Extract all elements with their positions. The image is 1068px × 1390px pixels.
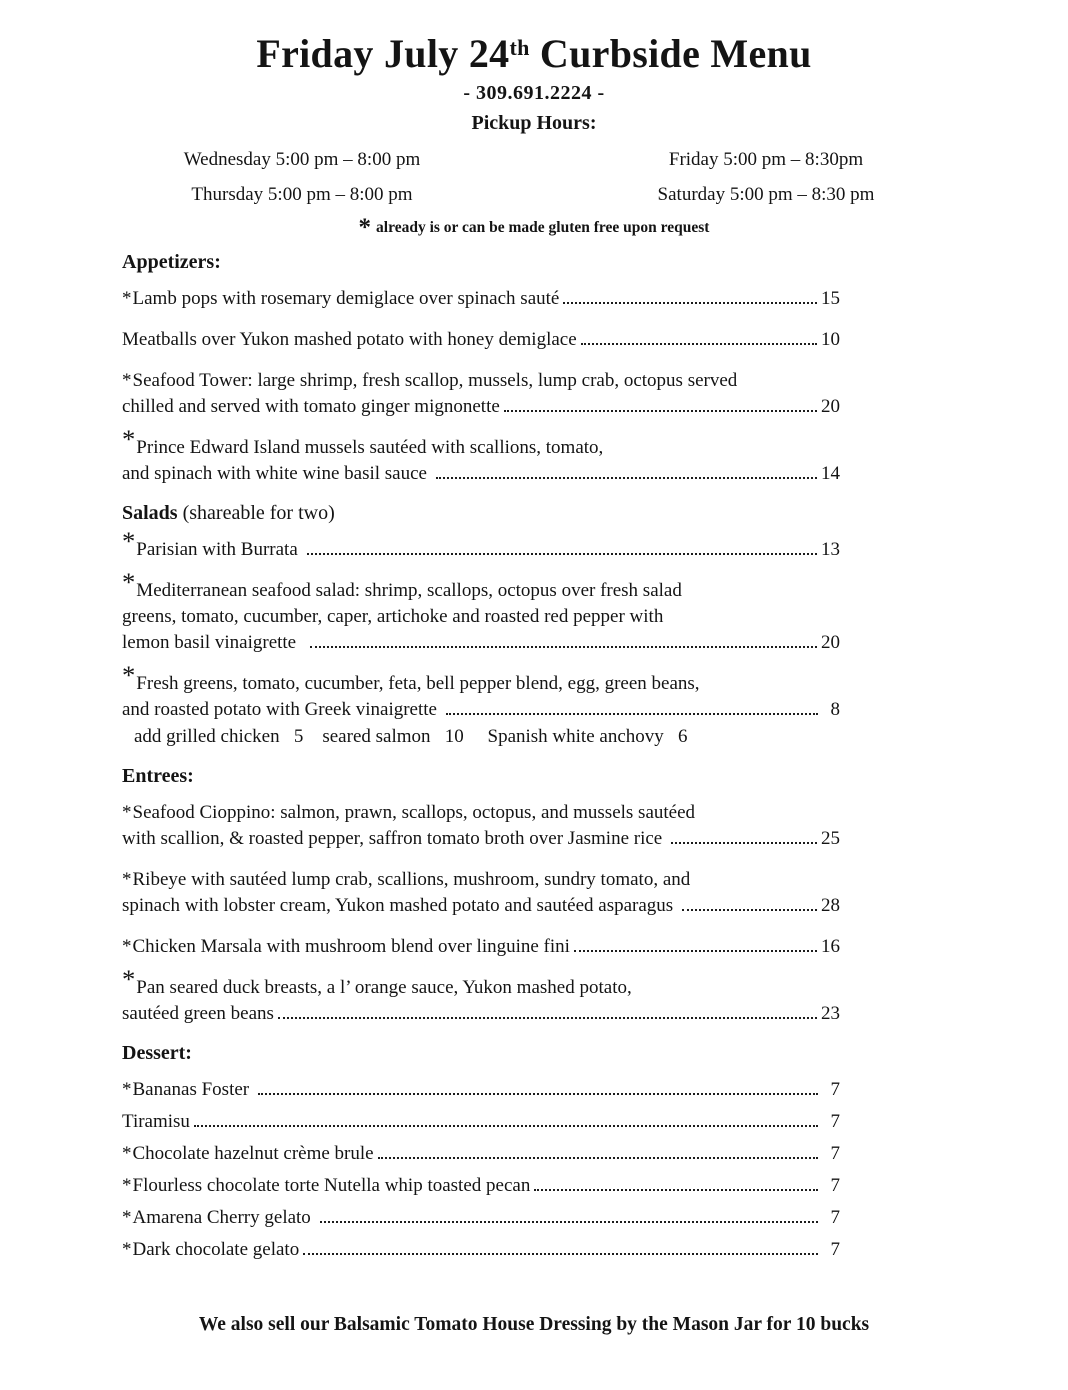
gluten-free-asterisk-icon: * <box>122 567 136 598</box>
dot-leader <box>574 950 817 952</box>
menu-item <box>122 1141 840 1167</box>
menu-item <box>122 964 840 1027</box>
menu-sections <box>122 251 840 1263</box>
item-price: 7 <box>830 1079 840 1100</box>
section-heading <box>122 1042 840 1065</box>
dot-leader <box>310 646 817 648</box>
item-line <box>122 1077 840 1103</box>
menu-item <box>122 368 840 420</box>
phone-number: - 309.691.2224 - <box>463 82 605 104</box>
section-heading-text: Dessert: <box>122 1042 192 1064</box>
item-text: Tiramisu <box>122 1111 190 1132</box>
menu-section <box>122 502 840 750</box>
pickup-hours-label: Pickup Hours: <box>471 112 597 134</box>
item-line <box>122 934 840 960</box>
item-line <box>122 1109 840 1135</box>
item-line <box>122 1001 840 1027</box>
gluten-free-note <box>0 214 1068 241</box>
gluten-free-asterisk-icon: * <box>122 1079 132 1100</box>
gluten-free-asterisk-icon: * <box>122 1175 132 1196</box>
dot-leader <box>446 713 818 715</box>
gluten-free-asterisk-icon: * <box>122 370 132 391</box>
section-heading-text: Entrees: <box>122 765 194 787</box>
item-text: greens, tomato, cucumber, caper, artichoke and roasted red pepper with <box>122 606 664 627</box>
item-price: 7 <box>830 1175 840 1196</box>
item-text: *Fresh greens, tomato, cucumber, feta, bell pepper blend, egg, green beans, <box>122 660 700 694</box>
menu-item <box>122 1109 840 1135</box>
asterisk-icon: * <box>358 214 372 241</box>
item-line <box>122 1205 840 1231</box>
pickup-hours-entry: Wednesday 5:00 pm – 8:00 pm <box>183 149 421 170</box>
dot-leader <box>303 1253 818 1255</box>
item-price: 7 <box>830 1143 840 1164</box>
menu-item <box>122 567 840 656</box>
gluten-free-asterisk-icon: * <box>122 424 136 455</box>
menu-item <box>122 1173 840 1199</box>
item-text: with scallion, & roasted pepper, saffron tomato broth over Jasmine rice <box>122 828 667 849</box>
item-text: *Mediterranean seafood salad: shrimp, scallops, octopus over fresh salad <box>122 567 682 601</box>
gluten-free-asterisk-icon: * <box>122 1143 132 1164</box>
dot-leader <box>682 909 817 911</box>
title-text-rest: Curbside Menu <box>529 31 812 76</box>
menu-item <box>122 286 840 312</box>
gluten-free-asterisk-icon: * <box>122 869 132 890</box>
item-text: spinach with lobster cream, Yukon mashed potato and sautéed asparagus <box>122 895 678 916</box>
item-line <box>122 697 840 723</box>
item-line <box>122 1237 840 1263</box>
item-text: *Seafood Cioppino: salmon, prawn, scallops, octopus, and mussels sautéed <box>122 802 696 823</box>
dot-leader <box>320 1221 818 1223</box>
section-heading <box>122 251 840 274</box>
item-line <box>122 867 840 893</box>
title-text: Friday July 24 <box>256 31 510 76</box>
item-line <box>122 567 840 604</box>
item-line <box>122 630 840 656</box>
pickup-hours-entry: Saturday 5:00 pm – 8:30 pm <box>657 184 875 205</box>
item-price: 25 <box>821 828 840 849</box>
item-price: 7 <box>830 1239 840 1260</box>
item-line <box>122 604 840 630</box>
item-line <box>122 893 840 919</box>
item-text: *Flourless chocolate torte Nutella whip toasted pecan <box>122 1175 531 1196</box>
item-text: and spinach with white wine basil sauce <box>122 463 432 484</box>
item-line <box>122 964 840 1001</box>
item-text: *Prince Edward Island mussels sautéed with scallions, tomato, <box>122 424 604 458</box>
dot-leader <box>581 343 817 345</box>
menu-item <box>122 800 840 852</box>
section-heading-note: (shareable for two) <box>177 502 335 524</box>
section-heading-text: Salads <box>122 502 178 524</box>
gluten-free-asterisk-icon: * <box>122 964 136 995</box>
item-line <box>122 526 840 563</box>
gluten-free-asterisk-icon: * <box>122 1239 132 1260</box>
item-price: 23 <box>821 1003 840 1024</box>
dot-leader <box>378 1157 818 1159</box>
item-line <box>122 424 840 461</box>
item-price: 20 <box>821 632 840 653</box>
item-line <box>122 286 840 312</box>
pickup-hours-entry: Friday 5:00 pm – 8:30pm <box>668 149 864 170</box>
item-text: *Chicken Marsala with mushroom blend over linguine fini <box>122 936 570 957</box>
section-heading-text: Appetizers: <box>122 251 221 273</box>
item-text: *Ribeye with sautéed lump crab, scallions, mushroom, sundry tomato, and <box>122 869 691 890</box>
menu-item <box>122 327 840 353</box>
item-text: lemon basil vinaigrette <box>122 632 306 653</box>
gluten-free-asterisk-icon: * <box>122 660 136 691</box>
item-line <box>122 826 840 852</box>
dot-leader <box>436 477 817 479</box>
item-price: 7 <box>830 1207 840 1228</box>
item-text: and roasted potato with Greek vinaigrette <box>122 699 442 720</box>
item-price: 16 <box>821 936 840 957</box>
item-price: 14 <box>821 463 840 484</box>
item-line <box>122 461 840 487</box>
item-price: 10 <box>821 329 840 350</box>
item-price: 20 <box>821 396 840 417</box>
menu-item <box>122 526 840 563</box>
item-text: *Bananas Foster <box>122 1079 254 1100</box>
item-text: *Dark chocolate gelato <box>122 1239 300 1260</box>
item-line <box>122 660 840 697</box>
pickup-hours-table <box>70 149 998 206</box>
menu-item <box>122 934 840 960</box>
title-ordinal-suffix: th <box>509 34 530 60</box>
item-addons: add grilled chicken 5 seared salmon 10 Spanish white anchovy 6 <box>134 726 688 747</box>
menu-section <box>122 251 840 487</box>
item-price: 28 <box>821 895 840 916</box>
item-text: *Pan seared duck breasts, a l’ orange sauce, Yukon mashed potato, <box>122 964 632 998</box>
menu-item <box>122 660 840 750</box>
dot-leader <box>563 302 817 304</box>
item-price: 15 <box>821 288 840 309</box>
item-text: *Amarena Cherry gelato <box>122 1207 316 1228</box>
gluten-free-asterisk-icon: * <box>122 936 132 957</box>
item-text: Meatballs over Yukon mashed potato with honey demiglace <box>122 329 577 350</box>
item-line <box>122 368 840 394</box>
gluten-free-asterisk-icon: * <box>122 802 132 823</box>
item-line <box>122 800 840 826</box>
gluten-free-asterisk-icon: * <box>122 1207 132 1228</box>
dot-leader <box>194 1125 818 1127</box>
menu-item <box>122 424 840 487</box>
pickup-hours-entry: Thursday 5:00 pm – 8:00 pm <box>191 184 413 205</box>
dot-leader <box>504 410 817 412</box>
footer-note: We also sell our Balsamic Tomato House Dressing by the Mason Jar for 10 bucks <box>198 1314 870 1335</box>
item-line <box>122 394 840 420</box>
dot-leader <box>534 1189 818 1191</box>
menu-item <box>122 867 840 919</box>
dot-leader <box>307 553 817 555</box>
gluten-free-asterisk-icon: * <box>122 288 132 309</box>
item-text: *Parisian with Burrata <box>122 526 303 560</box>
gluten-free-note-text: already is or can be made gluten free upon request <box>376 219 710 236</box>
section-heading <box>122 765 840 788</box>
item-text: *Lamb pops with rosemary demiglace over spinach sauté <box>122 288 560 309</box>
menu-item <box>122 1077 840 1103</box>
menu-title <box>0 30 1068 77</box>
item-price: 13 <box>821 539 840 560</box>
dot-leader <box>258 1093 818 1095</box>
item-line <box>122 327 840 353</box>
item-text: sautéed green beans <box>122 1003 274 1024</box>
menu-section <box>122 1042 840 1263</box>
item-price: 7 <box>830 1111 840 1132</box>
item-text: *Seafood Tower: large shrimp, fresh scallop, mussels, lump crab, octopus served <box>122 370 738 391</box>
item-price: 8 <box>830 699 840 720</box>
gluten-free-asterisk-icon: * <box>122 526 136 557</box>
item-line <box>122 1173 840 1199</box>
menu-item <box>122 1205 840 1231</box>
item-line <box>122 1141 840 1167</box>
item-text: *Chocolate hazelnut crème brule <box>122 1143 374 1164</box>
dot-leader <box>671 842 817 844</box>
item-text: chilled and served with tomato ginger mignonette <box>122 396 500 417</box>
section-heading <box>122 502 840 525</box>
menu-item <box>122 1237 840 1263</box>
dot-leader <box>278 1017 817 1019</box>
menu-section <box>122 765 840 1027</box>
